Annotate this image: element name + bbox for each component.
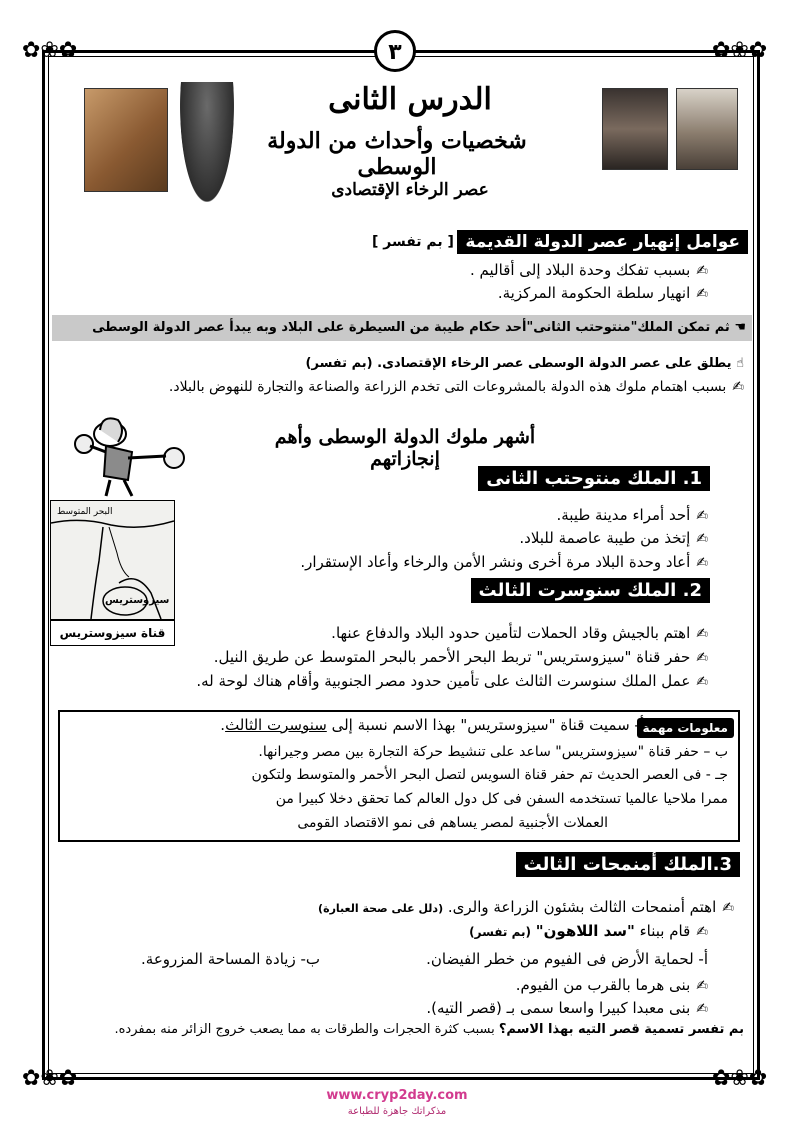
list-item: ✍أحد أمراء مدينة طيبة. — [556, 506, 708, 524]
pen-icon: ✍ — [696, 531, 708, 547]
prosperity-lead: ☝ يطلق على عصر الدولة الوسطى عصر الرخاء الإقتصادى. (بم تفسر) — [305, 356, 744, 371]
section-heading-old-kingdom-collapse: عوامل إنهيار عصر الدولة القديمة — [457, 230, 748, 254]
lesson-main-title: شخصيات وأحداث من الدولة الوسطى — [267, 128, 527, 180]
king3-item-3: ✍بنى هرما بالقرب من الفيوم. — [515, 976, 708, 994]
pen-icon: ✍ — [696, 263, 708, 279]
famous-kings-heading: أشهر ملوك الدولة الوسطى وأهم إنجازاتهم — [274, 426, 536, 470]
king1-heading: 1. الملك منتوحتب الثانى — [478, 466, 710, 491]
pen-icon: ✍ — [696, 1001, 708, 1017]
king3-heading: 3.الملك أمنمحات الثالث — [516, 852, 740, 877]
footer-site-link[interactable]: www.cryp2day.com — [326, 1088, 468, 1103]
seated-statue-photo — [180, 82, 234, 202]
pharaoh-bust-photo-2 — [676, 88, 738, 170]
corner-ornament-bottom-left: ✿❀✿ — [22, 1066, 78, 1091]
lesson-subtitle: عصر الرخاء الإقتصادى — [331, 180, 489, 200]
map-canal-label: سيزوستريس — [105, 595, 170, 606]
list-item: ✍اهتم بالجيش وقاد الحملات لتأمين حدود البلاد والدفاع عنها. — [331, 624, 708, 642]
pointing-hand-icon: ☚ — [729, 320, 746, 335]
info-line-c3: العملات الأجنبية لمصر يساهم فى نمو الاقتصاد القومى — [297, 815, 608, 831]
pen-icon: ✍ — [696, 674, 708, 690]
middle-kingdom-start-banner: ☚ ثم تمكن الملك"منتوحتب الثانى"أحد حكام طيبة من السيطرة على البلاد وبه يبدأ عصر الدولة الوسطى — [52, 315, 752, 341]
pen-icon: ✍ — [722, 900, 734, 916]
lesson-title: الدرس الثانى — [328, 82, 492, 117]
pen-icon: ✍ — [696, 555, 708, 571]
list-item: ✍انهيار سلطة الحكومة المركزية. — [497, 284, 708, 302]
list-item: ✍بسبب تفكك وحدة البلاد إلى أقاليم . — [470, 261, 708, 279]
info-line-c2: ممرا ملاحيا عالميا تستخدمه السفن فى كل دول العالم كما تحقق دخلا كبيرا من — [275, 791, 728, 807]
king3-reason-a: أ- لحماية الأرض فى الفيوم من خطر الفيضان. — [426, 950, 708, 968]
section-bracket-tag: [ بم تفسر ] — [372, 234, 454, 250]
info-line-b: ب – حفر قناة "سيزوستريس" ساعد على تنشيط حركة التجارة بين مصر وجيرانها. — [258, 744, 728, 760]
important-info-box — [58, 710, 740, 842]
footer-tagline: مذكراتك جاهزة للطباعة — [347, 1106, 447, 1117]
list-item: ✍عمل الملك سنوسرت الثالث على تأمين حدود مصر الجنوبية وأقام هناك لوحة له. — [196, 672, 708, 690]
prosperity-item: ✍بسبب اهتمام ملوك هذه الدولة بالمشروعات التى تخدم الزراعة والصناعة والتجارة للنهوض بالبلاد. — [168, 379, 744, 395]
important-info-tag: معلومات مهمة — [637, 718, 734, 738]
list-item: ✍إتخذ من طيبة عاصمة للبلاد. — [519, 529, 708, 547]
list-item: ✍أعاد وحدة البلاد مرة أخرى ونشر الأمن والرخاء وأعاد الإستقرار. — [300, 553, 708, 571]
map-sea-label: البحر المتوسط — [57, 507, 113, 517]
king3-item-4: ✍بنى معبدا كبيرا واسعا سمى بـ (قصر التيه). — [426, 999, 708, 1017]
sesostris-canal-map — [50, 500, 175, 646]
king3-item-1: ✍اهتم أمنمحات الثالث بشئون الزراعة والرى. (دلل على صحة العبارة) — [318, 898, 734, 916]
pen-icon: ✍ — [696, 924, 708, 940]
king2-heading: 2. الملك سنوسرت الثالث — [471, 578, 710, 603]
list-item: ✍حفر قناة "سيزوستريس" تربط البحر الأحمر بالبحر المتوسط عن طريق النيل. — [213, 648, 708, 666]
corner-ornament-top-right: ✿❀✿ — [712, 38, 768, 63]
corner-ornament-top-left: ✿❀✿ — [22, 38, 78, 63]
corner-ornament-bottom-right: ✿❀✿ — [712, 1066, 768, 1091]
page-number: ٣ — [374, 30, 416, 72]
info-line-c1: جـ - فى العصر الحديث تم حفر قناة السويس لتصل البحر الأحمر والمتوسط ولتكون — [251, 767, 728, 783]
queen-face-photo — [84, 88, 168, 192]
pen-icon: ✍ — [696, 286, 708, 302]
hand-icon: ☝ — [731, 356, 744, 371]
pharaoh-bust-photo-1 — [602, 88, 668, 170]
king3-question: بم تفسر تسمية قصر التيه بهذا الاسم؟ بسبب كثرة الحجرات والطرقات به مما يصعب خروج الزائر منه بمفرده. — [114, 1022, 744, 1037]
pen-icon: ✍ — [696, 626, 708, 642]
pen-icon: ✍ — [696, 978, 708, 994]
pen-icon: ✍ — [732, 379, 744, 395]
pen-icon: ✍ — [696, 508, 708, 524]
cartoon-character-illustration — [62, 400, 192, 500]
map-caption: قناة سيزوستريس — [51, 619, 174, 645]
info-line-a: أ- سميت قناة "سيزوستريس" بهذا الاسم نسبة إلى سنوسرت الثالث. — [220, 716, 644, 734]
king3-item-2: ✍قام ببناء "سد اللاهون" (بم تفسر) — [469, 922, 708, 940]
pen-icon: ✍ — [696, 650, 708, 666]
king3-reason-b: ب- زيادة المساحة المزروعة. — [141, 950, 320, 968]
